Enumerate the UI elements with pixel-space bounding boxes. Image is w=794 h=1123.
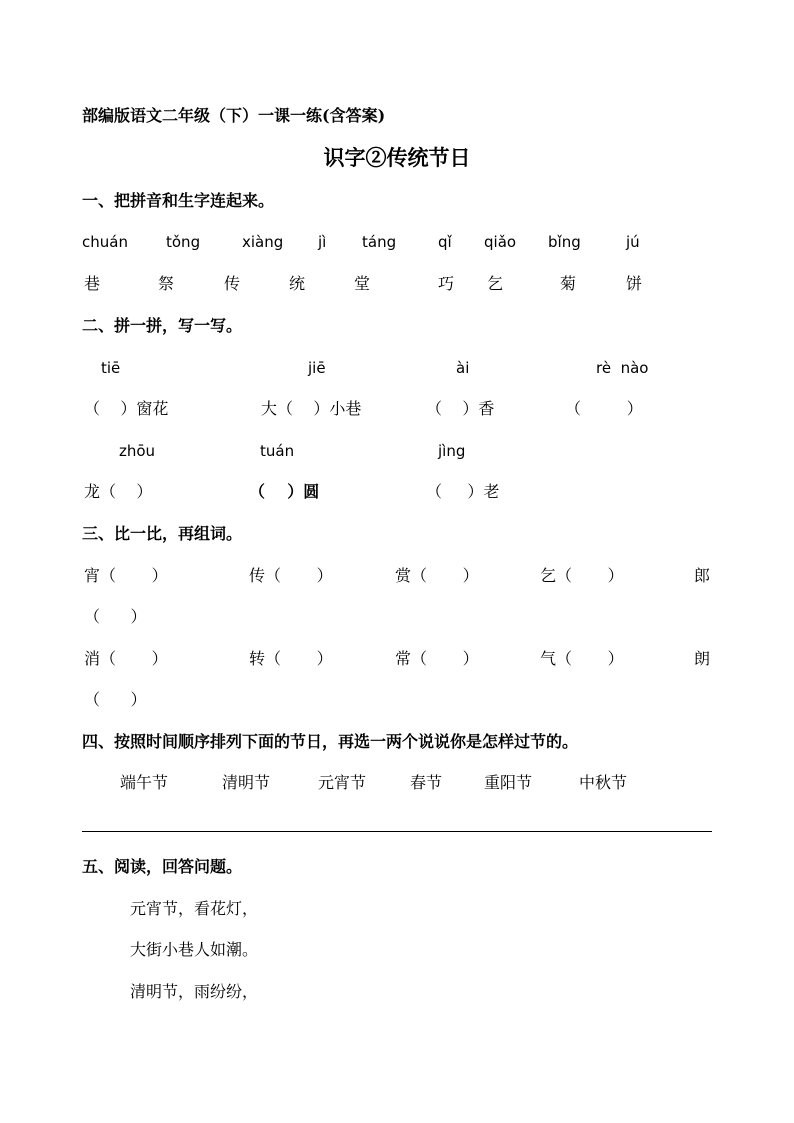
- q3-item-qi[interactable]: 乞（ ）: [540, 566, 624, 585]
- q3-item-lang2-blank[interactable]: （ ）: [84, 690, 147, 709]
- q1-char-2[interactable]: 祭: [158, 274, 175, 293]
- q1-pinyin-2[interactable]: tǒng: [166, 233, 201, 251]
- q1-pinyin-6[interactable]: qǐ: [438, 233, 452, 251]
- q2-blank-chuanghua[interactable]: （ ）窗花: [84, 399, 169, 418]
- document-header: 部编版语文二年级（下）一课一练(含答案): [82, 106, 386, 125]
- q1-char-1[interactable]: 巷: [84, 274, 101, 293]
- q1-pinyin-8[interactable]: bǐng: [548, 233, 581, 251]
- answer-line[interactable]: [82, 831, 712, 832]
- q2-pinyin-ai: ài: [456, 359, 470, 377]
- festival-chunjie: 春节: [410, 773, 443, 792]
- q2-pinyin-tie: tiē: [101, 359, 121, 377]
- q1-pinyin-1[interactable]: chuán: [82, 233, 128, 251]
- q2-pinyin-jie: jiē: [308, 359, 326, 377]
- q3-item-qi2[interactable]: 气（ ）: [540, 649, 624, 668]
- q3-item-chuan[interactable]: 传（ ）: [249, 566, 333, 585]
- q1-char-9[interactable]: 饼: [626, 274, 643, 293]
- q3-item-xiao[interactable]: 宵（ ）: [84, 566, 168, 585]
- q3-item-lang[interactable]: 郎: [694, 566, 711, 585]
- q3-item-lang-blank[interactable]: （ ）: [84, 607, 147, 626]
- q2-pinyin-renao: rè nào: [596, 359, 649, 377]
- festival-qingming: 清明节: [222, 773, 271, 792]
- q1-pinyin-3[interactable]: xiàng: [242, 233, 284, 251]
- page-title: 识字②传统节日: [323, 145, 471, 170]
- festival-zhongqiu: 中秋节: [579, 773, 628, 792]
- q2-pinyin-zhou: zhōu: [119, 442, 156, 460]
- q2-pinyin-jing: jìng: [438, 442, 466, 460]
- q2-blank-jinglao[interactable]: （ ）老: [426, 482, 500, 501]
- q3-item-zhuan[interactable]: 转（ ）: [249, 649, 333, 668]
- poem-line-3: 清明节，雨纷纷，: [130, 982, 259, 1001]
- q2-pinyin-tuan: tuán: [260, 442, 295, 460]
- q1-char-6[interactable]: 巧: [438, 274, 455, 293]
- q5-heading: 五、阅读，回答问题。: [82, 857, 243, 876]
- q3-item-shang[interactable]: 赏（ ）: [395, 566, 479, 585]
- q2-blank-tuanyuan[interactable]: （ ）圆: [249, 482, 320, 501]
- festival-chongyang: 重阳节: [484, 773, 533, 792]
- q1-char-8[interactable]: 菊: [560, 274, 577, 293]
- q2-blank-dajiexiaoxiang[interactable]: 大（ ）小巷: [261, 399, 362, 418]
- festival-duanwu: 端午节: [120, 773, 169, 792]
- q1-char-3[interactable]: 传: [224, 274, 241, 293]
- q2-blank-xiang[interactable]: （ ）香: [426, 399, 495, 418]
- q1-pinyin-4[interactable]: jì: [318, 233, 327, 251]
- q1-pinyin-9[interactable]: jú: [626, 233, 640, 251]
- festival-yuanxiao: 元宵节: [318, 773, 367, 792]
- q2-blank-long[interactable]: 龙（ ）: [84, 482, 153, 501]
- q1-heading: 一、把拼音和生字连起来。: [82, 191, 275, 210]
- q1-char-5[interactable]: 堂: [354, 274, 371, 293]
- q1-char-7[interactable]: 乞: [487, 274, 504, 293]
- q3-item-xiao2[interactable]: 消（ ）: [84, 649, 168, 668]
- q3-item-lang2[interactable]: 朗: [694, 649, 711, 668]
- q2-heading: 二、拼一拼，写一写。: [82, 316, 243, 335]
- q3-heading: 三、比一比，再组词。: [82, 524, 243, 543]
- poem-line-1: 元宵节，看花灯，: [130, 899, 259, 918]
- q3-item-chang[interactable]: 常（ ）: [395, 649, 479, 668]
- q1-char-4[interactable]: 统: [289, 274, 306, 293]
- poem-line-2: 大街小巷人如潮。: [130, 940, 259, 959]
- q2-blank-renao[interactable]: （ ）: [565, 399, 643, 418]
- q1-pinyin-7[interactable]: qiǎo: [484, 233, 517, 251]
- q4-heading: 四、按照时间顺序排列下面的节日，再选一两个说说你是怎样过节的。: [82, 732, 579, 751]
- q1-pinyin-5[interactable]: táng: [362, 233, 397, 251]
